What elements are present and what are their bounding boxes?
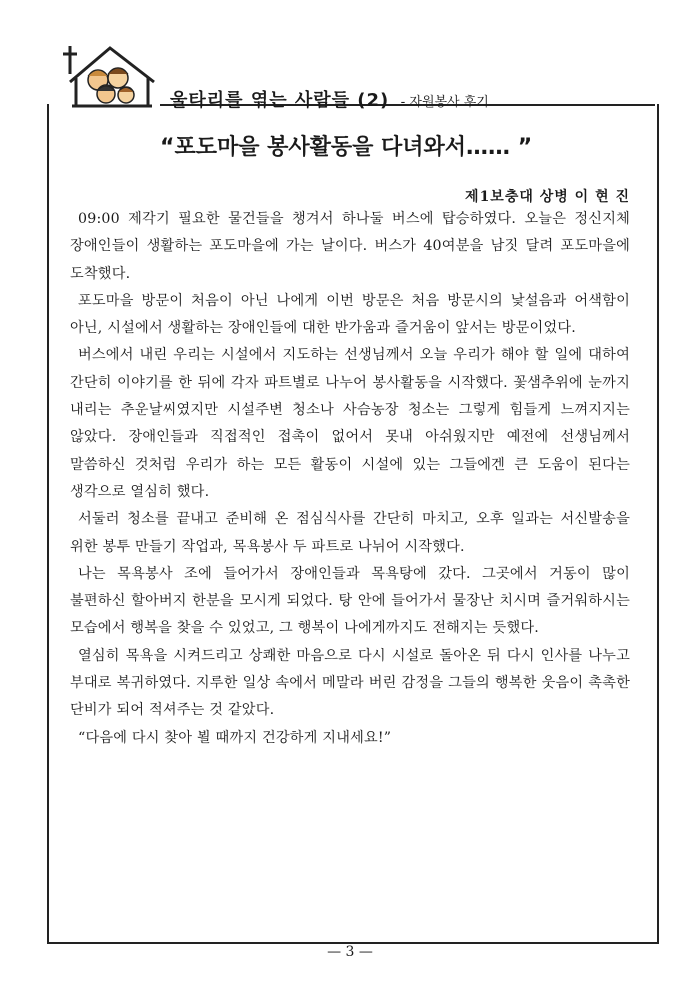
series-subtitle: - 자원봉사 후기 <box>400 95 489 110</box>
paragraph: “다음에 다시 찾아 뵐 때까지 건강하게 지내세요!” <box>78 729 392 746</box>
house-with-cross-and-faces-icon <box>58 42 162 108</box>
paragraph: 09:00 제각기 필요한 물건들을 챙겨서 하나둘 버스에 탑승하였다. 오늘은 정신지체 장애인들이 생활하는 포도마을에 가는 날이다. 버스가 40여분을 남짓 달려 포도마을에 도착했다. <box>70 211 630 282</box>
series-title <box>170 86 489 112</box>
paragraph: 열심히 목욕을 시켜드리고 상쾌한 마음으로 다시 시설로 돌아온 뒤 다시 인사를 나누고 부대로 복귀하였다. 지루한 일상 속에서 메말라 버린 감정을 그들의 행복한 웃음이 촉촉한 단비가 되어 적셔주는 것 같았다. <box>70 647 630 719</box>
series-title-text: 울타리를 엮는 사람들 (2) <box>170 90 390 111</box>
page-number: — 3 — <box>327 944 373 960</box>
paragraph: 나는 목욕봉사 조에 들어가서 장애인들과 목욕탕에 갔다. 그곳에서 거동이 많이 불편하신 할아버지 한분을 모시게 되었다. 탕 안에 들어가서 물장난 치시며 즐거워하시는 모습에서 행복을 찾을 수 있었고, 그 행복이 나에게까지도 전해지는 듯했다. <box>70 565 630 637</box>
author-line: 제1보충대 상병 이 현 진 <box>465 189 630 205</box>
paragraph: 포도마을 방문이 처음이 아닌 나에게 이번 방문은 처음 방문시의 낯설음과 어색함이 아닌, 시설에서 생활하는 장애인들에 대한 반가움과 즐거움이 앞서는 방문이었다. <box>70 292 630 337</box>
paragraph: 버스에서 내린 우리는 시설에서 지도하는 선생님께서 오늘 우리가 해야 할 일에 대하여 간단히 이야기를 한 뒤에 각자 파트별로 나누어 봉사활동을 시작했다. 꽃샘추위에 눈까지 내리는 추운날씨였지만 시설주변 청소나 사슴농장 청소는 그렇게 힘들게 느껴지지는 않았다. 장애인들과 직접적인 접촉이 없어서 못내 아쉬웠지만 예전에 선생님께서 말씀하신 것처럼 우리가 하는 모든 활동이 시설에 있는 그들에겐 큰 도움이 된다는 생각으로 열심히 했다. <box>70 347 630 500</box>
paragraph: 서둘러 청소를 끝내고 준비해 온 점심식사를 간단히 마치고, 오후 일과는 서신발송을 위한 봉투 만들기 작업과, 목욕봉사 두 파트로 나뉘어 시작했다. <box>70 511 630 555</box>
article-title: “포도마을 봉사활동을 다녀와서…… ” <box>160 135 533 160</box>
article-body <box>70 206 630 752</box>
